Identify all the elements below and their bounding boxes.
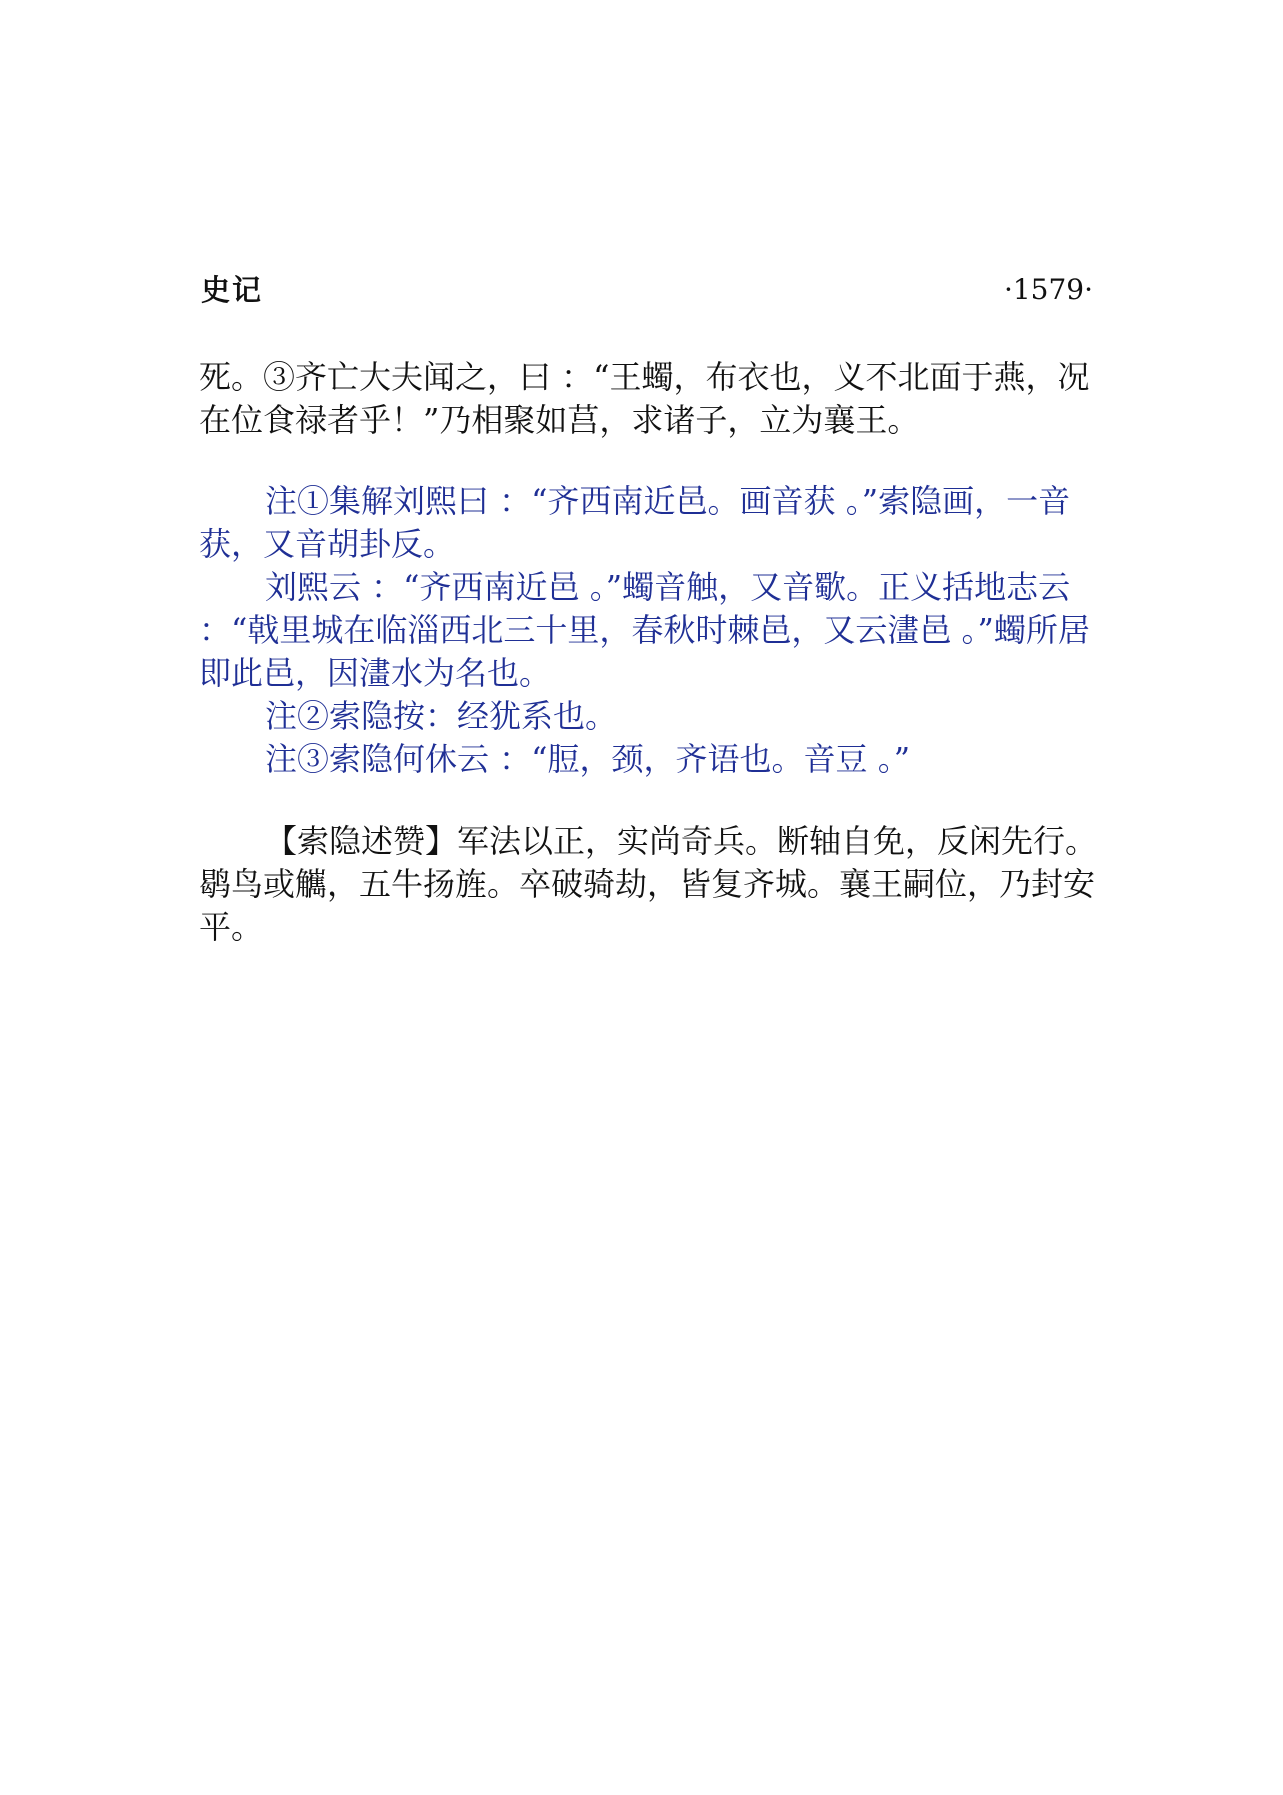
note-2: 注②索隐按：经犹系也。 xyxy=(265,697,618,735)
note-3: 注③索隐何休云 ：“脰，颈，齐语也。音豆 。” xyxy=(265,740,911,778)
notes-section xyxy=(199,480,1097,781)
book-title: 史记 xyxy=(201,273,264,307)
suoyin-zan-section xyxy=(199,820,1097,949)
main-paragraph: 死。③齐亡大夫闻之，曰 ：“王蠋，布衣也，义不北面于燕，况在位食禄者乎！”乃相聚如莒，求诸子，立为襄王。 xyxy=(199,358,1090,439)
page-number: ·1579· xyxy=(1003,273,1093,306)
main-text xyxy=(199,356,1097,442)
zan-paragraph: 【索隐述赞】军法以正，实尚奇兵。断轴自免，反闲先行。鹖鸟或觽，五牛扬旌。卒破骑劫，皆复齐城。襄王嗣位，乃封安平。 xyxy=(199,822,1098,946)
page-header xyxy=(201,268,1093,312)
note-1-part-2: 刘熙云 ：“齐西南近邑 。”蠋音触，又音歜。正义括地志云 ：“戟里城在临淄西北三十里，春秋时棘邑，又云澅邑 。”蠋所居即此邑，因澅水为名也。 xyxy=(199,568,1090,692)
note-1-part-1: 注①集解刘熙曰 ：“齐西南近邑。画音获 。”索隐画，一音获，又音胡卦反。 xyxy=(199,482,1071,563)
